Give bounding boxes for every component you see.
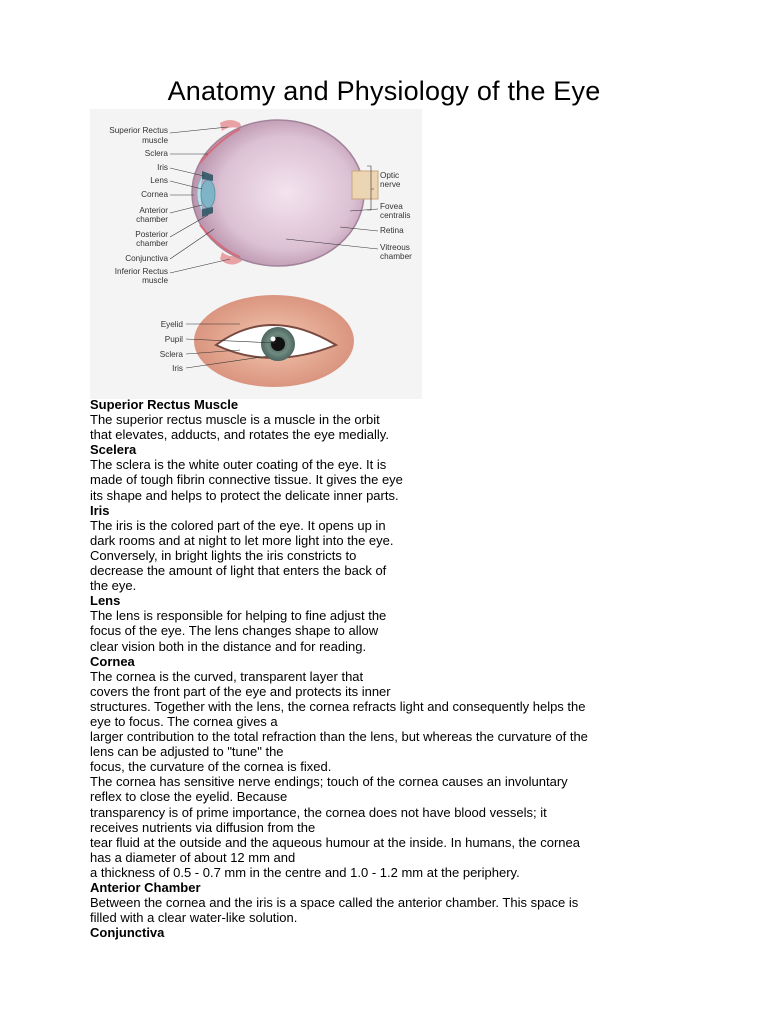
label-inferior-rectus-1: Inferior Rectus xyxy=(114,267,168,276)
body-text-line: decrease the amount of light that enters the back of xyxy=(90,563,387,579)
body-text-line: focus, the curvature of the cornea is fixed. xyxy=(90,759,332,775)
body-text-line: The cornea has sensitive nerve endings; touch of the cornea causes an involuntary xyxy=(90,774,568,790)
body-text-line: The iris is the colored part of the eye. It opens up in xyxy=(90,517,386,533)
body-text-line: a thickness of 0.5 - 0.7 mm in the centre and 1.0 - 1.2 mm at the periphery. xyxy=(90,864,520,880)
body-text-line: that elevates, adducts, and rotates the eye medially. xyxy=(90,427,389,443)
label-fovea-centralis-1: Fovea xyxy=(380,202,403,211)
body-text-line: Conversely, in bright lights the iris constricts to xyxy=(90,547,357,563)
label-fovea-centralis-2: centralis xyxy=(380,211,411,220)
label-inferior-rectus-2: muscle xyxy=(142,276,168,285)
label-posterior-chamber-1: Posterior xyxy=(135,230,168,239)
section-heading: Iris xyxy=(90,502,110,518)
body-text-line: dark rooms and at night to let more light into the eye. xyxy=(90,532,394,548)
body-text-line: the eye. xyxy=(90,578,137,594)
label-sclera-front: Sclera xyxy=(159,350,183,359)
section-heading: Superior Rectus Muscle xyxy=(90,397,239,412)
label-retina: Retina xyxy=(380,226,404,235)
label-optic-nerve-2: nerve xyxy=(380,180,401,189)
label-pupil: Pupil xyxy=(164,335,183,344)
body-text-line: larger contribution to the total refraction than the lens, but whereas the curvature of the xyxy=(90,729,588,745)
label-lens: Lens xyxy=(150,176,168,185)
label-anterior-chamber-2: chamber xyxy=(136,215,168,224)
body-text-line: made of tough fibrin connective tissue. It gives the eye xyxy=(90,472,403,488)
body-text-line: eye to focus. The cornea gives a xyxy=(90,713,278,729)
label-anterior-chamber-1: Anterior xyxy=(139,206,168,215)
body-text-line: reflex to close the eyelid. Because xyxy=(90,789,288,805)
label-superior-rectus-2: muscle xyxy=(142,136,168,145)
eye-anatomy-illustration xyxy=(90,109,422,399)
section-heading: Conjunctiva xyxy=(90,925,165,941)
eye-highlight-shape xyxy=(271,337,276,342)
body-text-line: The cornea is the curved, transparent layer that xyxy=(90,668,364,684)
label-optic-nerve-1: Optic xyxy=(380,171,400,180)
section-heading: Scelera xyxy=(90,442,137,458)
lens-shape xyxy=(201,180,215,208)
label-conjunctiva: Conjunctiva xyxy=(125,254,168,263)
optic-nerve-shape xyxy=(352,171,378,199)
section-heading: Anterior Chamber xyxy=(90,880,201,895)
body-text-line: The sclera is the white outer coating of the eye. It is xyxy=(90,457,387,473)
label-cornea: Cornea xyxy=(141,190,168,199)
body-text-line: covers the front part of the eye and protects its inner xyxy=(90,683,391,699)
body-text-line: filled with a clear water-like solution. xyxy=(90,910,298,926)
body-text-line: focus of the eye. The lens changes shape to allow xyxy=(90,623,379,639)
body-text-line: has a diameter of about 12 mm and xyxy=(90,849,296,865)
section-heading: Cornea xyxy=(90,653,135,669)
body-text-line: clear vision both in the distance and for reading. xyxy=(90,638,367,654)
eye-anatomy-figure xyxy=(90,109,422,399)
body-text-line: transparency is of prime importance, the cornea does not have blood vessels; it xyxy=(90,804,547,820)
body-text-line: The superior rectus muscle is a muscle in the orbit xyxy=(90,412,380,428)
label-sclera: Sclera xyxy=(144,149,168,158)
body-text-line: The lens is responsible for helping to fine adjust the xyxy=(90,608,387,624)
body-text xyxy=(90,397,680,940)
label-posterior-chamber-2: chamber xyxy=(136,239,168,248)
label-superior-rectus-1: Superior Rectus xyxy=(109,126,168,135)
section-heading: Lens xyxy=(90,593,121,609)
label-eyelid: Eyelid xyxy=(160,320,183,329)
label-iris: Iris xyxy=(157,163,168,172)
body-text-line: Between the cornea and the iris is a space called the anterior chamber. This space is xyxy=(90,895,579,911)
body-text-line: its shape and helps to protect the delicate inner parts. xyxy=(90,487,399,503)
body-text-line: structures. Together with the lens, the cornea refracts light and consequently helps the xyxy=(90,698,586,714)
page-title: Anatomy and Physiology of the Eye xyxy=(167,76,601,106)
body-text-line: lens can be adjusted to "tune" the xyxy=(90,744,284,760)
body-text-line: receives nutrients via diffusion from the xyxy=(90,819,316,835)
body-text-line: tear fluid at the outside and the aqueous humour at the inside. In humans, the cornea xyxy=(90,834,580,850)
eye-front-view xyxy=(194,295,354,387)
label-vitreous-chamber-1: Vitreous xyxy=(380,243,410,252)
label-vitreous-chamber-2: chamber xyxy=(380,252,412,261)
label-iris-front: Iris xyxy=(172,364,183,373)
